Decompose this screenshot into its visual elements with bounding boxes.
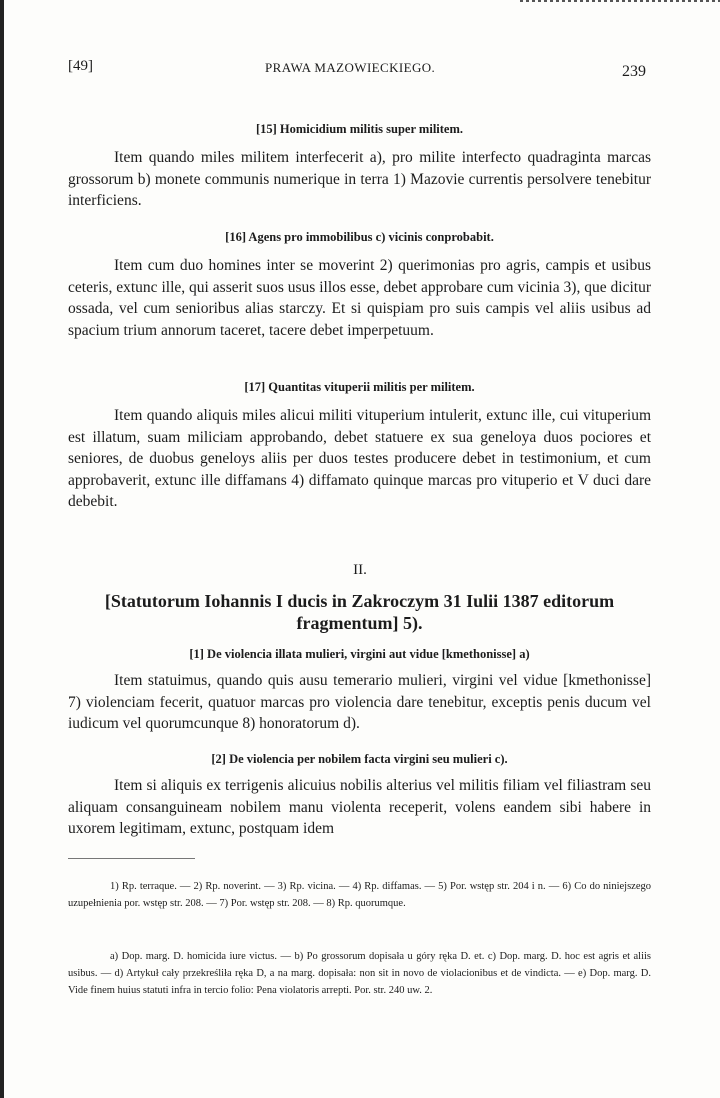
section-heading: [1] De violencia illata mulieri, virgini aut vidue [kmethonisse] a) [189, 647, 530, 661]
section-heading: [17] Quantitas vituperii militis per militem. [244, 380, 475, 394]
part-numeral: II. [353, 562, 367, 578]
page-left-edge [0, 0, 4, 1098]
section-text: Item cum duo homines inter se moverint 2) querimonias pro agris, campis et usibus ceteris, extunc ille, qui asserit suos usus illos esse, debet approbare cum vicinia 3), que dicitur ossada, vel cum senioribus alias starczy. Et si quispiam pro suis campis vel aliis usibus ad spacium trium annorum taceret, tacere debet imperpetuum. [68, 257, 651, 339]
section-text: Item quando miles militem interfecerit a), pro milite interfecto quadraginta marcas grossorum b) monete communis numerique in terra 1) Mazovie currentis persolvere tenebitur interficiens. [68, 149, 651, 209]
section-heading: [15] Homicidium militis super militem. [255, 122, 464, 136]
section-text: Item quando aliquis miles alicui militi vituperium intulerit, extunc ille, cui vituperium est illatum, suam miliciam approbando, debet statuere ex sua geneloya duos pociores et seniores, de duobus geneloys aliis per duos testes producere debet in testimonium, et cum approbaverit, extunc ille diffamans 4) diffamato quinque marcas pro vituperio et V duci dare debebit. [68, 407, 651, 510]
section-text: Item statuimus, quando quis ausu temerario mulieri, virgini vel vidue [kmethonisse] 7) violenciam fecerit, quatuor marcas pro violencia dare tenebitur, exceptis penis ducum vel iudicum vel quorumcunque 8) honoratorum d). [68, 672, 651, 732]
section-17 [68, 380, 651, 513]
statute-section-2 [68, 752, 651, 840]
section-heading: [2] De violencia per nobilem facta virgini seu mulieri c). [211, 752, 508, 766]
footnote-divider [68, 858, 195, 859]
section-15 [68, 122, 651, 212]
section-16 [68, 230, 651, 341]
page-number: 239 [622, 63, 646, 80]
running-header-number: [49] [68, 58, 93, 74]
section-text: Item si aliquis ex terrigenis alicuius nobilis alterius vel militis filiam vel filiastram seu aliquam consanguineam nobilem manu violenta receperit, volens eandem sibi habere in uxorem legitimam, extunc, postquam idem [68, 777, 651, 837]
part-title: [Statutorum Iohannis I ducis in Zakroczym 31 Iulii 1387 editorum fragmentum] 5). [104, 591, 615, 633]
running-header-title: PRAWA MAZOWIECKIEGO. [265, 60, 436, 75]
section-heading: [16] Agens pro immobilibus c) vicinis conprobabit. [225, 230, 494, 244]
statute-section-1 [68, 647, 651, 735]
footnotes-lettered: a) Dop. marg. D. homicida iure victus. — b) Po grossorum dopisała u góry ręka D. et. c) Dop. marg. D. hoc est agris et aliis usibus. — d) Artykuł cały przekreśliła ręka D, a na marg. dopisała: non sit in novo de violacionibus et de vindicta. — e) Dop. marg. D. Vide finem huius statuti infra in tercio folio: Pena violatoris arrepti. Por. str. 240 uw. 2. [68, 951, 651, 996]
page-top-edge [520, 0, 720, 2]
footnotes-numeric: 1) Rp. terraque. — 2) Rp. noverint. — 3) Rp. vicina. — 4) Rp. diffamas. — 5) Por. wstęp str. 204 i n. — 6) Co do niniejszego uzupełnienia por. wstęp str. 208. — 7) Por. wstęp str. 208. — 8) Rp. quorumque. [68, 881, 651, 909]
